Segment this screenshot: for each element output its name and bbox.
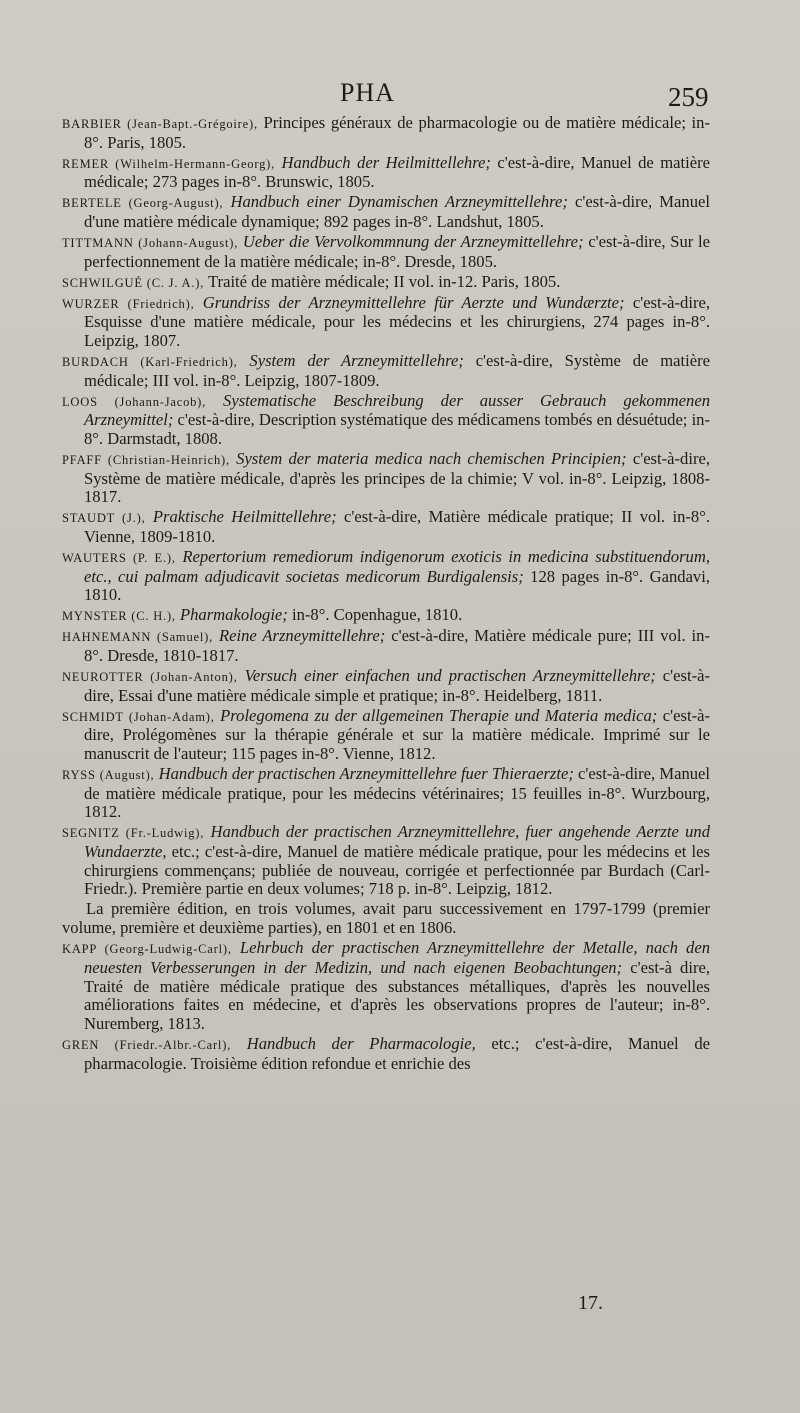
entry-title: Handbuch der Heilmittellehre;	[275, 152, 491, 172]
entry-details: c'est-à-dire, Esquisse d'une matière médicale, pour les médecins et les chirurgiens, 274 pages in-8°. Leipzig, 1807.	[84, 292, 710, 351]
entry-details: 128 pages in-8°. Gandavi, 1810.	[84, 566, 710, 605]
entry-details: c'est-à-dire, Manuel de matière médicale pratique, pour les médecins vétérinaires; 15 feuilles in-8°. Wurzbourg, 1812.	[84, 764, 711, 822]
entry-mynster	[62, 606, 710, 626]
entry-title: Ueber die Vervolkommnung der Arzneymittellehre;	[238, 232, 584, 252]
entry-remer	[62, 154, 710, 192]
entry-author: LOOS (Johann-Jacob),	[62, 394, 207, 409]
entry-author: NEUROTTER (Johan-Anton),	[62, 670, 238, 685]
entry-details: c'est-à-dire, Prolégomènes sur la thérapie générale et sur la matière médicale. Imprimé sur le manuscrit de l'auteur; 115 pages in-8°. Vienne, 1812.	[84, 705, 711, 763]
entry-tittmann	[62, 233, 710, 271]
entry-author: STAUDT (J.),	[62, 511, 146, 526]
entry-details: etc.; c'est-à-dire, Manuel de matière médicale pratique, pour les médecins et les chirurgiens commençans; publiée de nouveau, corrigée et perfectionnée par Burdach (Carl-Friedr.). Première partie en deux volumes; 718 p. in-8°. Leipzig, 1812.	[84, 841, 710, 899]
signature-mark: 17.	[578, 1292, 603, 1314]
entry-wauters	[62, 548, 710, 605]
entry-burdach	[62, 352, 710, 390]
entry-title: Handbuch der practischen Arzneymittellehre, fuer angehende Aerzte und Wundaerzte,	[84, 822, 710, 861]
entry-details: c'est-à-dire, Manuel d'une matière médicale dynamique; 892 pages in-8°. Landshut, 1805.	[84, 192, 710, 231]
entry-title: System der materia medica nach chemischen Principien;	[229, 449, 627, 469]
entry-schmidt	[62, 707, 710, 764]
entry-details: c'est-à-dire, Matière médicale pratique; II vol. in-8°. Vienne, 1809-1810.	[84, 507, 710, 546]
entry-title: Repertorium remediorum indigenorum exoticis in medicina substituendorum, etc., cui palmam adjudicavit societas medicorum Burdigalensis;	[84, 547, 710, 586]
entry-details: c'est-à-dire, Description systématique des médicamens tombés en désuétude; in-8°. Darmstadt, 1808.	[84, 410, 710, 448]
entry-author: BERTELE (Georg-August),	[62, 196, 224, 211]
entry-title: Handbuch der Pharmacologie,	[231, 1033, 476, 1053]
entry-author: SEGNITZ (Fr.-Ludwig),	[62, 826, 205, 841]
entry-title: Lehrbuch der practischen Arzneymittellehre der Metalle, nach den neuesten Verbesserungen in der Medizin, und nach eigenen Beobachtungen;	[84, 938, 710, 978]
entry-details: c'est-à-dire, Sur le perfectionnement de la matière médicale; in-8°. Dresde, 1805.	[84, 232, 711, 271]
entry-title: Versuch einer einfachen und practischen Arzneymittellehre;	[237, 666, 656, 686]
entry-ryss	[62, 765, 710, 822]
entry-title: Pharmakologie;	[175, 605, 288, 625]
entry-author: REMER (Wilhelm-Hermann-Georg),	[62, 156, 276, 171]
entry-author: SCHWILGUÉ (C. J. A.),	[62, 275, 205, 290]
page-number: 259	[668, 82, 709, 112]
entry-author: RYSS (August),	[62, 768, 155, 783]
entry-details: c'est-à-dire, Matière médicale pure; III vol. in-8°. Dresde, 1810-1817.	[84, 626, 710, 666]
entry-author: MYNSTER (C. H.),	[62, 609, 176, 624]
entry-details: Traité de matière médicale; II vol. in-12. Paris, 1805.	[204, 271, 561, 291]
entry-schwilgue	[62, 273, 710, 293]
running-title: PHA	[340, 78, 396, 107]
entry-author: BURDACH (Karl-Friedrich),	[62, 355, 238, 370]
entry-pfaff	[62, 450, 710, 507]
entry-author: KAPP (Georg-Ludwig-Carl),	[62, 942, 232, 957]
entry-details: c'est-à-dire, Essai d'une matière médicale simple et pratique; in-8°. Heidelberg, 1811.	[84, 666, 710, 705]
entry-wurzer	[62, 294, 710, 351]
entry-title: Grundriss der Arzneymittellehre für Aerzte und Wundærzte;	[194, 292, 625, 312]
bibliography-text	[62, 114, 710, 1075]
entry-loos	[62, 392, 710, 449]
running-header	[0, 76, 800, 116]
entry-title: Systematische Beschreibung der ausser Gebrauch gekommenen Arzneymittel;	[84, 390, 710, 430]
entry-gren	[62, 1035, 710, 1073]
entry-details: Principes généraux de pharmacologie ou de matière médicale; in-8°. Paris, 1805.	[84, 113, 710, 152]
entry-title: Handbuch einer Dynamischen Arzneymittellehre;	[223, 192, 568, 212]
entry-author: BARBIER (Jean-Bapt.-Grégoire),	[62, 117, 258, 131]
entry-author: TITTMANN (Johann-August),	[62, 236, 239, 251]
entry-title: Prolegomena zu der allgemeinen Therapie und Materia medica;	[214, 705, 658, 725]
entry-author: WURZER (Friedrich),	[62, 296, 195, 311]
entry-author: WAUTERS (P. E.),	[62, 551, 176, 566]
entry-title: Handbuch der practischen Arzneymittellehre fuer Thieraerzte;	[154, 764, 574, 784]
entry-details: c'est-à dire, Traité de matière médicale pratique des substances métalliques, d'après les nouvelles améliorations faites en médecine, et d'après les observations propres de l'auteur; in-8°. Nuremberg, 1813.	[84, 958, 710, 1033]
entry-segnitz	[62, 823, 710, 898]
entry-details: c'est-à-dire, Système de matière médicale; III vol. in-8°. Leipzig, 1807-1809.	[84, 351, 710, 390]
entry-staudt	[62, 508, 710, 546]
entry-hahnemann	[62, 627, 710, 665]
entry-author: HAHNEMANN (Samuel),	[62, 630, 214, 645]
entry-title: Reine Arzneymittellehre;	[213, 626, 386, 646]
entry-neurotter	[62, 667, 710, 705]
entry-author: GREN (Friedr.-Albr.-Carl),	[62, 1037, 232, 1052]
entry-author: PFAFF (Christian-Heinrich),	[62, 453, 230, 468]
entry-details: c'est-à-dire, Manuel de matière médicale; 273 pages in-8°. Brunswic, 1805.	[84, 152, 710, 192]
entry-author: SCHMIDT (Johan-Adam),	[62, 709, 215, 724]
entry-bertele	[62, 193, 710, 231]
entry-details: c'est-à-dire, Système de matière médicale, d'après les principes de la chimie; V vol. in-8°. Leipzig, 1808-1817.	[84, 449, 710, 507]
entry-title: Praktische Heilmittellehre;	[145, 507, 337, 527]
entry-kapp	[62, 939, 710, 1033]
entry-title: System der Arzneymittellehre;	[237, 351, 464, 371]
entry-details: in-8°. Copenhague, 1810.	[287, 605, 463, 625]
entry-details: etc.; c'est-à-dire, Manuel de pharmacologie. Troisième édition refondue et enrichie des	[84, 1033, 710, 1073]
edition-note: La première édition, en trois volumes, avait paru successivement en 1797-1799 (premier volume, première et deuxième parties), en 1801 et en 1806.	[62, 899, 710, 937]
entry-barbier	[62, 114, 710, 152]
